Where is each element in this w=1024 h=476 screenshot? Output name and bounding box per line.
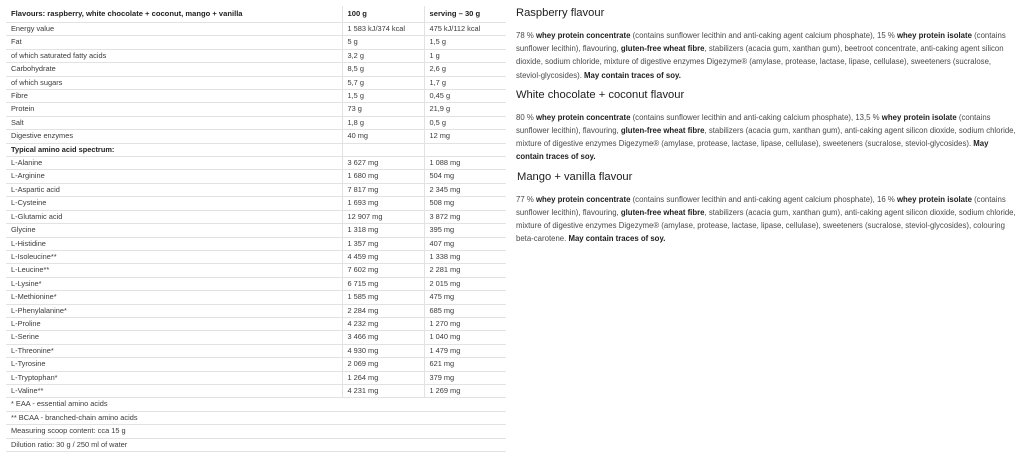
- flavour-title: Raspberry flavour: [516, 7, 605, 19]
- value-per-100g: 1 583 kJ/374 kcal: [342, 23, 424, 36]
- nutrient-row: [6, 63, 506, 76]
- nutrient-row: [6, 130, 506, 143]
- amino-acid-row: [6, 291, 506, 304]
- amino-acid-row: [6, 157, 506, 170]
- value-per-100g: 1 693 mg: [342, 197, 424, 210]
- amino-acid-row: [6, 317, 506, 330]
- row-label: L-Methionine*: [6, 291, 342, 304]
- row-label: L-Valine**: [6, 384, 342, 397]
- ingredient-text: (contains sunflower lecithin and anti-caking agent calcium phosphate), 15 %: [630, 31, 897, 40]
- row-label: L-Tyrosine: [6, 358, 342, 371]
- nutrient-row: [6, 23, 506, 36]
- value-per-100g: 3 466 mg: [342, 331, 424, 344]
- ingredient-highlight: May contain traces of soy.: [516, 139, 989, 162]
- amino-acid-row: [6, 304, 506, 317]
- row-label: L-Lysine*: [6, 277, 342, 290]
- value-per-serving: 0,5 g: [424, 116, 506, 129]
- value-per-serving: 2 345 mg: [424, 183, 506, 196]
- value-per-100g: 7 602 mg: [342, 264, 424, 277]
- value-per-100g: 1 318 mg: [342, 224, 424, 237]
- value-per-100g: 1,8 g: [342, 116, 424, 129]
- ingredient-text: (contains sunflower lecithin), flavouring,: [516, 112, 991, 136]
- amino-acid-row: [6, 371, 506, 384]
- ingredient-text: (contains sunflower lecithin), flavouring,: [516, 194, 1006, 217]
- value-per-100g: 1 585 mg: [342, 291, 424, 304]
- ingredient-text: 78 %: [516, 31, 536, 40]
- row-label: L-Glutamic acid: [6, 210, 342, 223]
- ingredient-text: 80 %: [516, 112, 536, 122]
- ingredient-highlight: whey protein isolate: [881, 112, 957, 122]
- row-label: Glycine: [6, 224, 342, 237]
- nutrient-row: [6, 36, 506, 49]
- ingredients-panel: [516, 6, 1016, 251]
- value-per-serving: 1 040 mg: [424, 331, 506, 344]
- ingredient-highlight: gluten-free wheat fibre: [620, 44, 705, 54]
- row-label: of which saturated fatty acids: [6, 49, 342, 62]
- value-per-serving: 21,9 g: [424, 103, 506, 116]
- value-per-serving: 1 088 mg: [424, 157, 506, 170]
- flavour-ingredients: [516, 111, 1016, 164]
- ingredient-text: (contains sunflower lecithin and anti-caking agent calcium phosphate), 16 %: [630, 194, 897, 204]
- ingredient-highlight: May contain traces of soy.: [568, 234, 666, 244]
- amino-acid-row: [6, 210, 506, 223]
- value-per-serving: 685 mg: [424, 304, 506, 317]
- flavour-raspberry: [516, 6, 1016, 82]
- value-per-100g: 1,5 g: [342, 90, 424, 103]
- value-per-serving: 621 mg: [424, 358, 506, 371]
- value-per-serving: 2 281 mg: [424, 264, 506, 277]
- value-per-100g: 5 g: [342, 36, 424, 49]
- amino-section-heading: [6, 143, 506, 156]
- ingredient-text: (contains sunflower lecithin and anti-caking calcium phosphate), 13,5 %: [630, 112, 882, 122]
- value-per-serving: 379 mg: [424, 371, 506, 384]
- nutrition-panel: [6, 6, 506, 452]
- ingredient-text: , stabilizers (acacia gum, xanthan gum), anti-caking agent silicon dioxide, sodium chloride, mixture of digestive enzymes Digezyme® (amylase, protease, lactase, lipase, cellulase), sweeteners (sucralose, steviol-glycosides).: [516, 126, 1016, 149]
- flavour-ingredients: [516, 29, 1016, 82]
- ingredient-highlight: gluten-free wheat fibre: [620, 207, 705, 217]
- value-per-100g: [342, 143, 424, 156]
- value-per-serving: 407 mg: [424, 237, 506, 250]
- row-label: Digestive enzymes: [6, 130, 342, 143]
- amino-acid-row: [6, 183, 506, 196]
- nutrient-row: [6, 76, 506, 89]
- nutrient-row: [6, 49, 506, 62]
- row-label: Typical amino acid spectrum:: [6, 143, 342, 156]
- row-label: L-Isoleucine**: [6, 250, 342, 263]
- amino-acid-row: [6, 170, 506, 183]
- row-label: L-Alanine: [6, 157, 342, 170]
- value-per-100g: 7 817 mg: [342, 183, 424, 196]
- row-label: Salt: [6, 116, 342, 129]
- value-per-serving: 504 mg: [424, 170, 506, 183]
- value-per-serving: 395 mg: [424, 224, 506, 237]
- amino-acid-row: [6, 237, 506, 250]
- amino-acid-row: [6, 250, 506, 263]
- row-label: L-Serine: [6, 331, 342, 344]
- ingredient-text: (contains sunflower lecithin), flavouring,: [516, 31, 1006, 54]
- row-label: L-Phenylalanine*: [6, 304, 342, 317]
- row-label: L-Threonine*: [6, 344, 342, 357]
- flavour-title: White chocolate + coconut flavour: [516, 88, 685, 101]
- row-label: L-Arginine: [6, 170, 342, 183]
- amino-acid-row: [6, 358, 506, 371]
- amino-acid-row: [6, 384, 506, 397]
- ingredient-highlight: whey protein isolate: [896, 194, 972, 204]
- header-flavours: Flavours: raspberry, white chocolate + coconut, mango + vanilla: [6, 6, 342, 23]
- flavour-ingredients: [516, 193, 1016, 246]
- value-per-100g: 3,2 g: [342, 49, 424, 62]
- header-per-100g: 100 g: [342, 6, 424, 23]
- value-per-serving: 1,5 g: [424, 36, 506, 49]
- amino-acid-row: [6, 197, 506, 210]
- amino-acid-row: [6, 344, 506, 357]
- row-label: L-Aspartic acid: [6, 183, 342, 196]
- value-per-100g: 2 069 mg: [342, 358, 424, 371]
- value-per-serving: 508 mg: [424, 197, 506, 210]
- amino-acid-row: [6, 224, 506, 237]
- row-label: Carbohydrate: [6, 63, 342, 76]
- table-header-row: [6, 6, 506, 23]
- row-label: L-Proline: [6, 317, 342, 330]
- nutrient-row: [6, 90, 506, 103]
- row-label: L-Tryptophan*: [6, 371, 342, 384]
- ingredient-text: 77 %: [516, 194, 536, 204]
- row-label: Energy value: [6, 23, 342, 36]
- value-per-serving: 475 mg: [424, 291, 506, 304]
- value-per-100g: 4 231 mg: [342, 384, 424, 397]
- value-per-serving: 1 g: [424, 49, 506, 62]
- value-per-serving: 1 270 mg: [424, 317, 506, 330]
- nutrient-row: [6, 116, 506, 129]
- header-per-serving: serving – 30 g: [424, 6, 506, 23]
- amino-acid-row: [6, 264, 506, 277]
- value-per-100g: 1 264 mg: [342, 371, 424, 384]
- value-per-serving: 2 015 mg: [424, 277, 506, 290]
- value-per-serving: 12 mg: [424, 130, 506, 143]
- row-label: Fibre: [6, 90, 342, 103]
- value-per-100g: 4 232 mg: [342, 317, 424, 330]
- value-per-100g: 2 284 mg: [342, 304, 424, 317]
- table-note: [6, 411, 506, 424]
- value-per-100g: 73 g: [342, 103, 424, 116]
- value-per-100g: 1 680 mg: [342, 170, 424, 183]
- ingredient-highlight: May contain traces of soy.: [584, 70, 681, 80]
- row-label: L-Leucine**: [6, 264, 342, 277]
- table-note: [6, 425, 506, 438]
- amino-acid-row: [6, 277, 506, 290]
- value-per-serving: 3 872 mg: [424, 210, 506, 223]
- value-per-serving: 475 kJ/112 kcal: [424, 23, 506, 36]
- flavour-title: Mango + vanilla flavour: [517, 170, 633, 183]
- ingredient-highlight: whey protein concentrate: [535, 31, 631, 40]
- row-label: L-Cysteine: [6, 197, 342, 210]
- amino-acid-row: [6, 331, 506, 344]
- value-per-serving: [424, 143, 506, 156]
- row-label: * EAA - essential amino acids: [6, 398, 506, 411]
- nutrition-table: [6, 6, 506, 452]
- nutrition-table-body: [6, 6, 506, 452]
- value-per-100g: 40 mg: [342, 130, 424, 143]
- ingredient-highlight: whey protein isolate: [896, 31, 972, 40]
- ingredient-highlight: whey protein concentrate: [535, 112, 631, 122]
- nutrient-row: [6, 103, 506, 116]
- value-per-100g: 3 627 mg: [342, 157, 424, 170]
- value-per-serving: 0,45 g: [424, 90, 506, 103]
- table-note: [6, 398, 506, 411]
- table-note: [6, 438, 506, 451]
- value-per-100g: 6 715 mg: [342, 277, 424, 290]
- ingredient-text: , stabilizers (acacia gum, xanthan gum), beetroot concentrate, anti-caking agent silicon dioxide, sodium chloride, mixture of digestive enzymes Digezyme® (amylase, protease, lactase, lipase, cellulase), sweeteners (sucralose, steviol-glycosides).: [516, 44, 1004, 80]
- value-per-100g: 1 357 mg: [342, 237, 424, 250]
- value-per-serving: 1 269 mg: [424, 384, 506, 397]
- value-per-100g: 4 459 mg: [342, 250, 424, 263]
- row-label: of which sugars: [6, 76, 342, 89]
- value-per-100g: 5,7 g: [342, 76, 424, 89]
- row-label: L-Histidine: [6, 237, 342, 250]
- ingredient-text: , stabilizers (acacia gum, xanthan gum), anti-caking agent silicon dioxide, sodium chloride, mixture of digestive enzymes Digezyme® (amylase, protease, lactase, lipase, cellulase), sweeteners (sucralose, steviol-glycosides), colouring beta-carotene.: [516, 207, 1016, 244]
- ingredient-highlight: whey protein concentrate: [535, 194, 631, 204]
- value-per-100g: 8,5 g: [342, 63, 424, 76]
- row-label: ** BCAA - branched-chain amino acids: [6, 411, 506, 424]
- flavour-mango-vanilla: [516, 170, 1016, 246]
- row-label: Fat: [6, 36, 342, 49]
- value-per-serving: 2,6 g: [424, 63, 506, 76]
- value-per-serving: 1 338 mg: [424, 250, 506, 263]
- value-per-serving: 1,7 g: [424, 76, 506, 89]
- value-per-serving: 1 479 mg: [424, 344, 506, 357]
- value-per-100g: 4 930 mg: [342, 344, 424, 357]
- row-label: Measuring scoop content: cca 15 g: [6, 425, 506, 438]
- row-label: Dilution ratio: 30 g / 250 ml of water: [6, 438, 506, 451]
- ingredient-highlight: gluten-free wheat fibre: [620, 126, 705, 136]
- value-per-100g: 12 907 mg: [342, 210, 424, 223]
- row-label: Protein: [6, 103, 342, 116]
- flavour-white-chocolate-coconut: [516, 88, 1016, 164]
